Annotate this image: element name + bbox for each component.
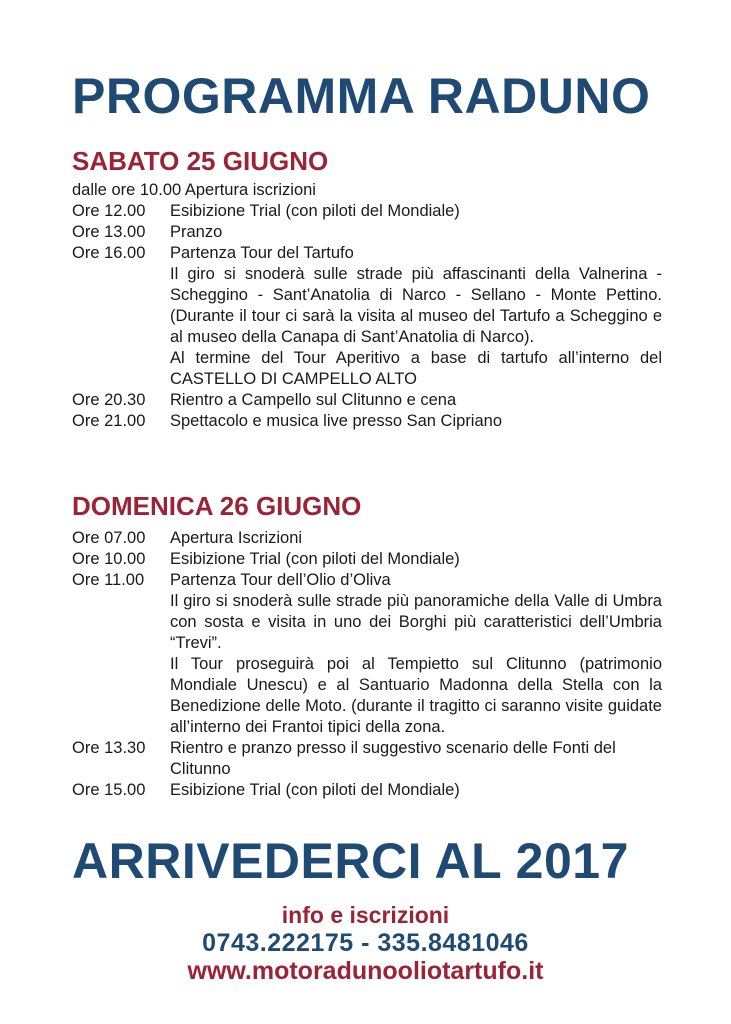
schedule-row [72, 780, 662, 801]
schedule-text: Partenza Tour dell’Olio d’Oliva [170, 571, 391, 589]
schedule-time: Ore 11.00 [72, 571, 145, 589]
schedule-row [72, 243, 662, 264]
tour-description: Il Tour proseguirà poi al Tempietto sul Clitunno (patrimonio Mondiale Unescu) e al Santuario Madonna della Stella con la Benedizione delle Moto. (durante il tragitto ci saranno visite guidate all’interno dei Frantoi tipici della zona. [170, 655, 662, 736]
sunday-heading: DOMENICA 26 GIUGNO [72, 491, 362, 521]
info-label: info e iscrizioni [281, 902, 450, 928]
schedule-time: Ore 21.00 [72, 412, 146, 430]
tour-description: Al termine del Tour Aperitivo a base di tartufo all’interno del CASTELLO DI CAMPELLO ALTO [170, 349, 662, 388]
saturday-heading: SABATO 25 GIUGNO [72, 146, 329, 176]
saturday-schedule [72, 180, 662, 432]
schedule-time: Ore 13.30 [72, 739, 146, 757]
schedule-time: Ore 16.00 [72, 244, 146, 262]
schedule-time: Ore 07.00 [72, 529, 146, 547]
page-title: PROGRAMMA RADUNO [72, 68, 651, 124]
schedule-time: Ore 20.30 [72, 391, 146, 409]
schedule-row [72, 411, 662, 432]
schedule-row [72, 222, 662, 243]
schedule-text: Rientro a Campello sul Clitunno e cena [170, 391, 457, 409]
schedule-text: Esibizione Trial (con piloti del Mondiale) [170, 781, 460, 799]
schedule-text: Rientro e pranzo presso il suggestivo scenario delle Fonti del Clitunno [170, 739, 616, 778]
farewell-heading: ARRIVEDERCI AL 2017 [72, 833, 629, 889]
tour-description: Il giro si snoderà sulle strade più panoramiche della Valle di Umbra con sosta e visita in uno dei Borghi più caratteristici dell’Umbria “Trevi”. [170, 592, 662, 652]
schedule-row [72, 549, 662, 570]
phone-numbers: 0743.222175 - 335.8481046 [202, 929, 529, 957]
schedule-text: Apertura Iscrizioni [170, 529, 303, 547]
schedule-row [72, 738, 662, 780]
schedule-time: Ore 12.00 [72, 202, 146, 220]
schedule-text: Esibizione Trial (con piloti del Mondiale) [170, 550, 460, 568]
schedule-row [72, 528, 662, 549]
schedule-text: Pranzo [170, 223, 223, 241]
schedule-row [72, 570, 662, 591]
schedule-text: Spettacolo e musica live presso San Cipriano [170, 412, 503, 430]
website-link[interactable]: www.motoradunooliotartufo.it [187, 957, 544, 985]
schedule-time: Ore 10.00 [72, 550, 146, 568]
schedule-time: Ore 15.00 [72, 781, 146, 799]
schedule-text: Partenza Tour del Tartufo [170, 244, 354, 262]
schedule-time: Ore 13.00 [72, 223, 146, 241]
schedule-row [72, 201, 662, 222]
schedule-text: Esibizione Trial (con piloti del Mondiale) [170, 202, 460, 220]
saturday-intro: dalle ore 10.00 Apertura iscrizioni [72, 181, 316, 199]
tour-description: Il giro si snoderà sulle strade più affascinanti della Valnerina - Scheggino - Sant’Anatolia di Narco - Sellano - Monte Pettino. (Durante il tour ci sarà la visita al museo del Tartufo a Scheggino e al museo della Canapa di Sant’Anatolia di Narco). [170, 265, 662, 346]
sunday-schedule [72, 528, 662, 801]
schedule-row [72, 390, 662, 411]
